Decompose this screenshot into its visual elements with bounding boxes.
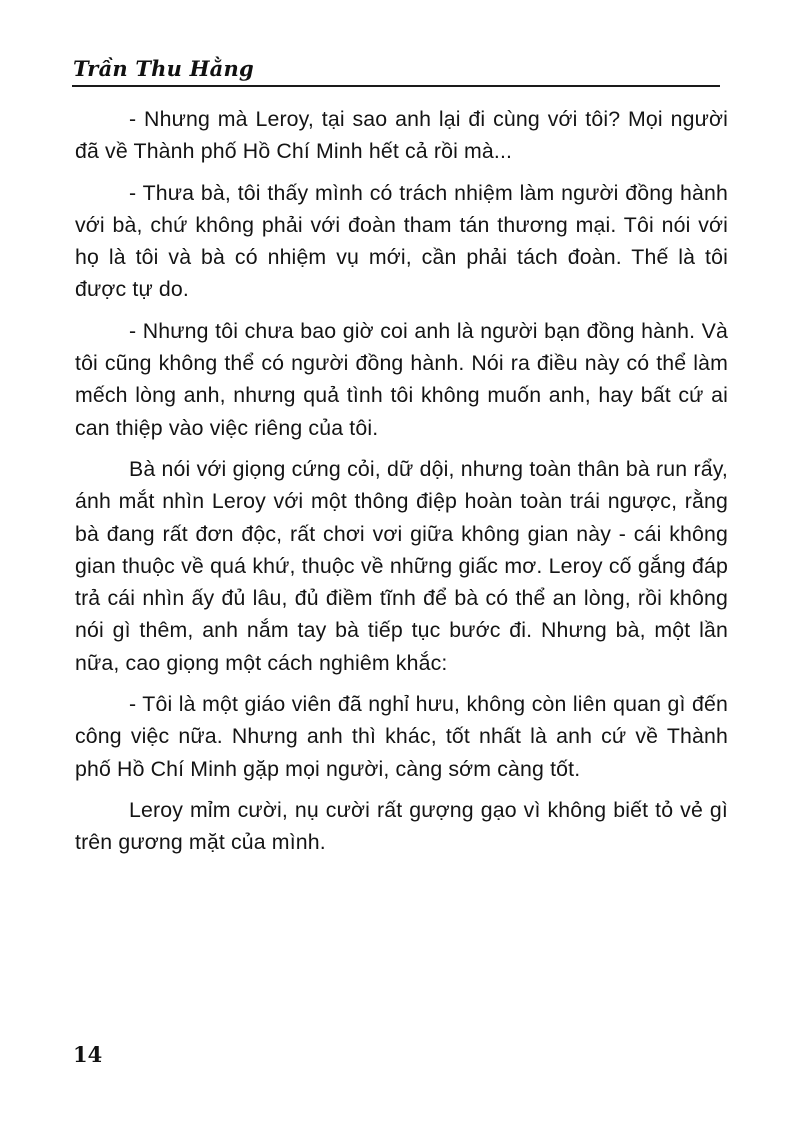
paragraph-5: - Tôi là một giáo viên đã nghỉ hưu, không còn liên quan gì đến công việc nữa. Nhưng anh thì khác, tốt nhất là anh cứ về Thành phố Hồ Chí Minh gặp mọi người, càng sớm càng tốt.: [75, 692, 728, 781]
paragraph-3: - Nhưng tôi chưa bao giờ coi anh là người bạn đồng hành. Và tôi cũng không thể có người đồng hành. Nói ra điều này có thể làm mếch lòng anh, nhưng quả tình tôi không muốn anh, hay bất cứ ai can thiệp vào việc riêng của tôi.: [75, 318, 728, 440]
paragraph-4: Bà nói với giọng cứng cỏi, dữ dội, nhưng toàn thân bà run rẩy, ánh mắt nhìn Leroy với một thông điệp hoàn toàn trái ngược, rằng bà đang rất đơn độc, rất chơi vơi giữa không gian này - cái không gian thuộc về quá khứ, thuộc về những giấc mơ. Leroy cố gắng đáp trả cái nhìn ấy đủ lâu, đủ điềm tĩnh để bà có thể an lòng, rồi không nói gì thêm, anh nắm tay bà tiếp tục bước đi. Nhưng bà, một lần nữa, cao giọng một cách nghiêm khắc:: [75, 456, 728, 675]
page-body: [75, 103, 728, 859]
page-number: 14: [73, 1042, 103, 1067]
header-rule: [72, 85, 720, 87]
paragraph-6: Leroy mỉm cười, nụ cười rất gượng gạo vì không biết tỏ vẻ gì trên gương mặt của mình.: [75, 797, 728, 855]
paragraph-1: - Nhưng mà Leroy, tại sao anh lại đi cùng với tôi? Mọi người đã về Thành phố Hồ Chí Minh hết cả rồi mà...: [75, 107, 728, 164]
running-head-author: Trần Thu Hằng: [73, 56, 254, 81]
paragraph-2: - Thưa bà, tôi thấy mình có trách nhiệm làm người đồng hành với bà, chứ không phải với đoàn tham tán thương mại. Tôi nói với họ là tôi và bà có nhiệm vụ mới, cần phải tách đoàn. Thế là tôi được tự do.: [75, 180, 728, 302]
